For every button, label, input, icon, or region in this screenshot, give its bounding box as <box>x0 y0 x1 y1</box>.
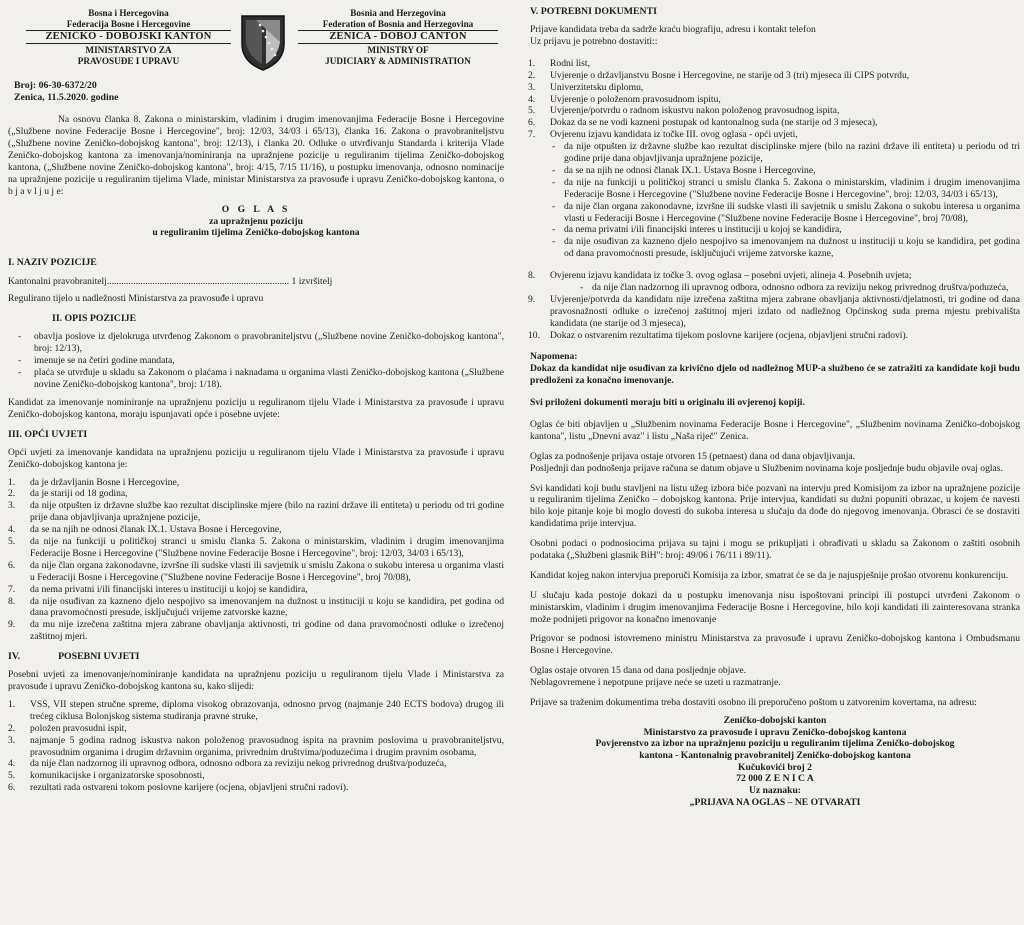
notice-subtitle-1: za upražnjenu poziciju <box>209 215 303 227</box>
list-item: 4. Uvjerenje o položenom pravosudnom ispitu, <box>528 93 721 105</box>
list-item: 6. Dokaz da se ne vodi kazneni postupak od kantonalnog suda (ne starije od 3 mjeseca), <box>528 117 878 129</box>
address-line: Uz naznaku: <box>749 785 801 797</box>
list-item: - da nema privatni i/ili financijski interes u instituciji u kojoj se kandidira, <box>564 224 1020 236</box>
documents-list-cont <box>530 270 1020 282</box>
address-line: 72 000 Z E N I C A <box>736 773 814 785</box>
address-line: kantona - Kantonalnig pravobranitelj Zeničko-dobojskog kantona <box>639 750 911 761</box>
position-description-list <box>8 331 504 390</box>
documents-intro-2: Uz prijavu je potrebno dostaviti:: <box>530 36 658 48</box>
notice-subtitle-2: u reguliranim tijelima Zeničko-dobojskog kantona <box>152 227 360 239</box>
letterhead-canton: ZENIČKO - DOBOJSKI KANTON <box>26 30 231 44</box>
list-item: - obavlja poslove iz djelokruga utvrđenog Zakonom o pravobraniteljstvu („Službene novine Zeničko-dobojskog kantona", broj: 12/13), <box>34 331 504 355</box>
deadline-paragraph: Oglas za podnošenje prijava ostaje otvoren 15 (petnaest) dana od dana objavljivanja. <box>530 450 856 462</box>
delivery-paragraph: Prijave sa traženim dokumentima treba dostaviti osobno ili preporučeno poštom u zatvorenim kovertama, na adresu: <box>530 697 977 708</box>
list-item: 3. Univerzitetsku diplomu, <box>528 81 644 93</box>
list-item: - da nije otpušten iz državne službe kao rezultat disciplinske mjere (bilo na razini države ili entiteta) u periodu od tri godine prije dana objavljivanja upražnjene pozicije, <box>564 141 1020 165</box>
list-item: 2. da je stariji od 18 godina, <box>8 488 128 500</box>
address-line: Povjerenstvo za izbor na upražnjenu poziciju u reguliranim tijelima Zeničko-dobojskog <box>595 738 955 750</box>
list-item: 10. Dokaz o ostvarenim rezultatima tijekom poslovne karijere (ocjena, objavljeni stručni radovi). <box>528 329 909 341</box>
list-item: 6. rezultati rada ostvareni tokom poslovne karijere (ocjena, objavljeni stručni radovi). <box>8 782 349 794</box>
list-item: - imenuje se na četiri godine mandata, <box>34 355 504 367</box>
reference-number: Broj: 06-30-6372/20 <box>14 80 97 91</box>
list-item: - plaća se utvrđuje u skladu sa Zakonom o plaćama i naknadama u organima vlasti Zeničko-dobojskog kantona („Službene novine Zeničko-dobojskog kantona", broj: 1/18). <box>34 367 504 391</box>
list-item: 5. Uvjerenje/potvrdu o radnom iskustvu nakon položenog pravosudnog ispita, <box>528 105 840 117</box>
section-3-heading: III. OPĆI UVJETI <box>8 428 88 440</box>
general-conditions-intro: Opći uvjeti za imenovanje kandidata na upražnjenu poziciju u reguliranom tijelu Vlade i Ministarstva za pravosuđe i upravu Zeničko-dobojskog kantona je: <box>8 446 504 470</box>
list-item: 5. komunikacijske i organizatorske sposobnosti, <box>8 770 205 782</box>
list-item: 1. VSS, VII stepen stručne spreme, diploma visokog obrazovanja, odnosno prvog (najmanje 240 ECTS bodova) drugog ili trećeg ciklusa Bolonjskog sistema studiranja pravne struke, <box>8 698 504 722</box>
statement-sublist <box>530 141 1020 260</box>
list-item: 2. položen pravosudni ispit, <box>8 722 127 734</box>
list-item: - da se na njih ne odnosi članak IX.1. Ustava Bosne i Hercegovine, <box>564 165 1020 177</box>
documents-list <box>530 58 1020 141</box>
letterhead-english <box>298 8 498 66</box>
list-item: 7. Ovjerenu izjavu kandidata iz točke III. ovog oglasa - opći uvjeti, <box>528 129 798 141</box>
letterhead-ministry-en-1: MINISTRY OF <box>367 45 429 56</box>
letterhead-country-en: Bosnia and Herzegovina <box>350 8 446 18</box>
list-item: 4. da nije član nadzornog ili upravnog odbora, odnosno odbora za reviziju nekog privrednog društva/poduzeća, <box>8 758 447 770</box>
late-applications: Neblagovremene i nepotpune prijave neće se uzeti u razmatranje. <box>530 677 781 689</box>
list-item: - da nije član nadzornog ili upravnog odbora, odnosno odbora za reviziju nekog privrednog društva/poduzeća, <box>592 282 1020 294</box>
documents-intro-1: Prijave kandidata treba da sadrže kraću biografiju, adresu i kontakt telefon <box>530 24 816 36</box>
letterhead-canton-en: ZENICA - DOBOJ CANTON <box>298 30 498 44</box>
list-item: 5. da nije na funkciji u političkoj stranci u smislu članka 5. Zakona o ministarskim, vladinim i drugim imenovanjima Federacije Bosne i Hercegovine ("Službene novine Federacije Bosne i Hercegovine", broj: 12/03, 34/03 i 65/13), <box>8 536 504 559</box>
section-2-heading: II. OPIS POZICIJE <box>52 313 137 325</box>
list-item: 3. da nije otpušten iz državne službe kao rezultat disciplinske mjere (bilo na razini države ili entiteta) u periodu od tri godine prije dana objavljivanja upražnjene pozicije, <box>8 500 504 524</box>
letterhead-federation-en: Federation of Bosnia and Herzegovina <box>322 18 474 29</box>
documents-list-end <box>530 294 1020 342</box>
address-line: „PRIJAVA NA OGLAS – NE OTVARATI <box>689 796 861 808</box>
notice-title: O G L A S <box>221 203 291 215</box>
right-column <box>530 6 1020 809</box>
statement-sublist-2 <box>530 282 1020 294</box>
list-item: - da nije član organa zakonodavne, izvršne ili sudske vlasti ili savjetnik u smislu Zakona o sukobu interesa u organima vlasti u Federaciji Bosne i Hercegovine ("Službene novine Federacije Bosne i Hercegovine", broj 70/08), <box>564 201 1020 225</box>
intro-paragraph: Na osnovu članka 8. Zakona o ministarskim, vladinim i drugim imenovanjima Federacije Bosne i Hercegovine („Službene novine Federacije Bosne i Hercegovine", broj: 12/03, 34/03 i 65/13), članka 16. Zakona o pravobraniteljstvu („Službene novine Zeničko-dobojskog kantona", broj: 12/13), i članka 20. Odluke o utvrđivanju Standarda i kriterija Vlade Zeničko-dobojskog kantona za imenovanja/nominiranja na upražnjene pozicije u reguliranim tijelima Zeničko-dobojskog kantona, („Službene novine Zeničko-dobojskog kantona", broj: 4/15, 7/15 11/16), u postupku imenovanja, odnosno nominacije na upražnjene pozicije u reguliranim tijelima Vlade, ministar Ministarstva za pravosuđe i upravu Zeničko-dobojskog kantona, o b j a v l j u j e: <box>8 114 504 197</box>
list-item: 8. da nije osuđivan za kazneno djelo nespojivo sa imenovanjem na dužnost u instituciji u koju se kandidira, pet godina od dana pravomoćnosti presude, isključujući vrijeme zatvorske kazne, <box>8 595 504 619</box>
list-item: 4. da se na njih ne odnosi članak IX.1. Ustava Bosne i Hercegovine, <box>8 524 282 536</box>
general-conditions-list <box>8 477 504 643</box>
note-heading: Napomena: <box>530 351 578 363</box>
section-4-heading: IV. POSEBNI UVJETI <box>8 651 140 663</box>
document-date: Zenica, 11.5.2020. godine <box>14 92 119 104</box>
list-item: 6. da nije član organa zakonodavne, izvršne ili sudske vlasti ili savjetnik u smislu Zakona o sukobu interesa u organima vlasti u Federaciji Bosne i Hercegovine ("Službene novine Federacije Bosne i Hercegovine", broj 70/08), <box>8 559 504 583</box>
address-line: Kučukovići broj 2 <box>738 761 812 773</box>
special-conditions-intro: Posebni uvjeti za imenovanje/nominiranje kandidata na upražnjenu poziciju u reguliranom tijelu Vlade i Ministarstva za pravosuđe i upravu Zeničko-dobojskog kantona su, kako slijedi: <box>8 669 504 693</box>
letterhead-ministry-1: MINISTARSTVO ZA <box>85 45 172 56</box>
section-1-heading: I. NAZIV POZICIJE <box>8 257 97 269</box>
regulated-body: Regulirano tijelo u nadležnosti Ministarstva za pravosuđe i upravu <box>8 293 264 305</box>
complaint-paragraph: U slučaju kada postoje dokazi da u postupku imenovanja nisu ispoštovani principi ili postupci utvrđeni Zakonom o ministarskim, vladinim i drugim imenovanjima Federacije Bosne i Hercegovine, bilo koji kandidati ili zainteresovana stranka može podnijeti prigovor na konačno imenovanje <box>530 589 1020 625</box>
deadline-paragraph-2: Posljednji dan podnošenja prijave računa se datum objave u Službenim novinama koje posljednje budu objavile ovaj oglas. <box>530 462 1003 474</box>
address-line: Zeničko-dobojski kanton <box>723 714 827 726</box>
letterhead-ministry-en-2: JUDICIARY & ADMINISTRATION <box>325 55 471 66</box>
open-period: Oglas ostaje otvoren 15 dana od dana posljednje objave. <box>530 665 747 677</box>
complaint-submission: Prigovor se podnosi istovremeno ministru Ministarstva za pravosuđe i upravu Zeničko-dobojskog kantona i Ombudsmanu Bosne i Hercegovine. <box>530 633 1020 657</box>
postal-address <box>530 715 1020 809</box>
section-5-heading: V. POTREBNI DOKUMENTI <box>530 6 657 17</box>
left-column <box>8 8 504 800</box>
selection-paragraph: Kandidat kojeg nakon intervjua preporuči Komisija za izbor, smatrat će se da je najuspješnije prošao otvorenu konkurenciju. <box>530 569 1009 581</box>
interview-paragraph: Svi kandidati koji budu stavljeni na listu užeg izbora biće pozvani na intervju pred Komisijom za izbor na upražnjene pozicije u reguliranim tijelima Zeničko – dobojskog kantona. Prije intervjua, kandidati su dužni popuniti obrazac, u kojem će navesti bilo koje pitanje koje bi moglo dovesti do sukoba interesa u slučaju da dođe do njegovog imenovanja. Obrasci će se dostaviti kandidatima prije intervjua. <box>530 482 1020 530</box>
candidate-requirements: Kandidat za imenovanje nominiranje na upražnjenu poziciju u reguliranom tijelu Vlade i Ministarstva za pravosuđe i upravu Zeničko-dobojskog kantona, moraju ispunjavati opće i posebne uvjete: <box>8 396 504 420</box>
letterhead-local <box>26 8 231 66</box>
list-item: - da nije osuđivan za kazneno djelo nespojivo sa imenovanjem na dužnost u instituciji u koju se kandidira, pet godina od dana pravomoćnosti presude, isključujući vrijeme zatvorske kazne, <box>564 236 1020 260</box>
special-conditions-list <box>8 699 504 794</box>
list-item: 3. najmanje 5 godina radnog iskustva nakon položenog pravosudnog ispita na pravnim poslovima u pravobraniteljstvu, pravosudnim organima i drugim državnim organima, privrednim društvima/poduzećima i drugim pravnim osobama, <box>8 734 504 758</box>
letterhead-country: Bosna i Hercegovina <box>88 8 169 18</box>
list-item: 9. da mu nije izrečena zaštitna mjera zabrane obavljanja aktivnosti, tri godine od dana pravomoćnosti odluke o izrečenoj zaštitnoj mjeri. <box>8 619 504 643</box>
list-item: 1. Rodni list, <box>528 57 590 69</box>
position-line: Kantonalni pravobranitelj............................................................................ 1 izvršitelj <box>8 275 333 287</box>
list-item: 2. Uvjerenje o državljanstvu Bosne i Hercegovine, ne starije od 3 (tri) mjeseca ili CIPS potvrdu, <box>528 69 910 81</box>
list-item: 7. da nema privatni i/ili financijski interes u instituciji u kojoj se kandidira, <box>8 583 308 595</box>
list-item: 1. da je državljanin Bosne i Hercegovine, <box>8 476 180 488</box>
coat-of-arms-icon <box>236 12 290 72</box>
list-item: - da nije na funkciji u političkoj stranci u smislu članka 5. Zakona o ministarskim, vladinim i drugim imenovanjima Federacije Bosne i Hercegovine ("Službene novine Federacije Bosne i Hercegovine", broj: 12/03, 34/03 i 65/13), <box>564 177 1020 201</box>
note-criminal-record: Dokaz da kandidat nije osuđivan za krivično djelo od nadležnog MUP-a službeno će se zatražiti za kandidate koji budu predloženi za konačno imenovanje. <box>530 363 1020 387</box>
publication-paragraph: Oglas će biti objavljen u „Službenim novinama Federacije Bosne i Hercegovine", „Službenim novinama Zeničko-dobojskog kantona", listu „Dnevni avaz" i listu „Naša riječ" Zenica. <box>530 418 1020 442</box>
note-originals: Svi priloženi dokumenti moraju biti u originalu ili ovjerenoj kopiji. <box>530 397 805 409</box>
letterhead-federation: Federacija Bosne i Hercegovine <box>66 18 191 29</box>
letterhead-ministry-2: PRAVOSUĐE I UPRAVU <box>77 55 180 66</box>
list-item: 9. Uvjerenje/potvrda da kandidatu nije izrečena zaštitna mjera zabrane obavljanja aktivnosti/djelatnosti, tri godine od dana pravosnažnosti odluke o izrečenoj zaštitnoj mjeri izdato od nadležnog Općinskog suda prema mjestu prebivališta kandidata (ne starije od 3 mjeseca), <box>528 293 1020 329</box>
list-item: 8. Ovjerenu izjavu kandidata iz točke 3. ovog oglasa – posebni uvjeti, alineja 4. Posebnih uvjeta; <box>528 270 912 282</box>
address-line: Ministarstvo za pravosuđe i upravu Zeničko-dobojskog kantona <box>643 726 907 738</box>
reference-block <box>14 80 504 104</box>
letterhead <box>8 8 504 78</box>
privacy-paragraph: Osobni podaci o podnosiocima prijava su tajni i mogu se prikupljati i obrađivati u skladu sa Zakonom o zaštiti osobnih podataka („Službeni glasnik BiH": broj: 49/06 i 76/11 i 89/11). <box>530 538 1020 561</box>
